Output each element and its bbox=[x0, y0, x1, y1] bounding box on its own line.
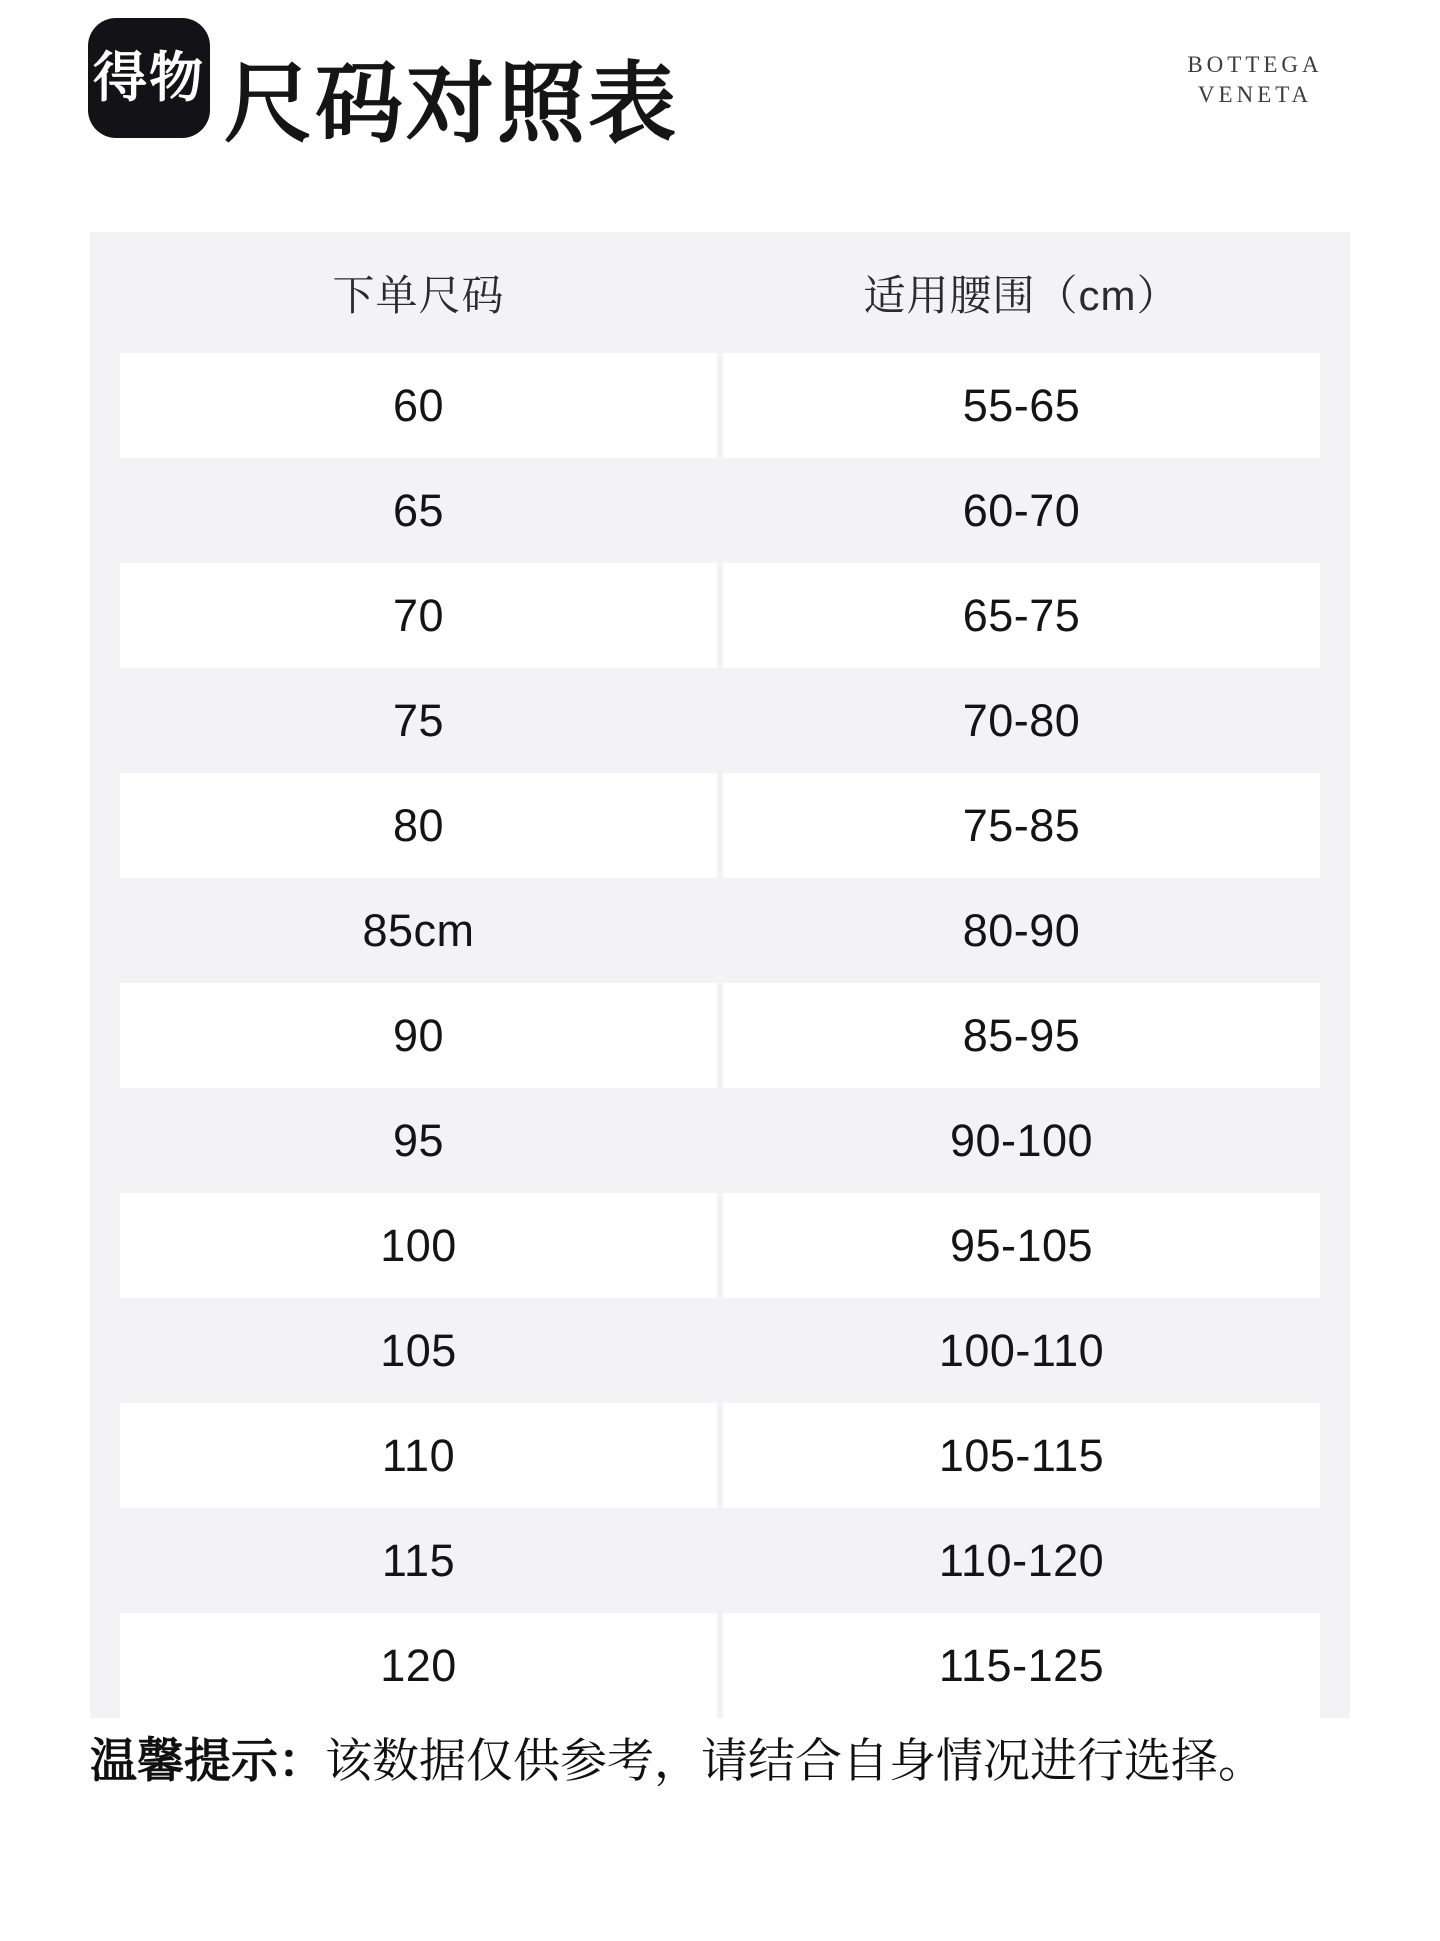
size-cell: 75 bbox=[392, 694, 445, 746]
column-header-order-size: 下单尺码 bbox=[332, 271, 505, 319]
column-header-waist: 适用腰围（cm） bbox=[863, 271, 1180, 319]
dewu-logo-text: 得物 bbox=[93, 48, 205, 108]
brand-line-1: BOTTEGA bbox=[1187, 52, 1323, 77]
size-chart-header-row bbox=[90, 232, 1350, 353]
table-row bbox=[120, 1088, 1320, 1193]
waist-cell: 110-120 bbox=[938, 1534, 1105, 1586]
size-cell: 105 bbox=[380, 1324, 457, 1376]
size-cell: 90 bbox=[120, 983, 717, 1088]
table-row bbox=[120, 1193, 1320, 1298]
size-cell: 85cm bbox=[362, 904, 475, 956]
size-cell: 120 bbox=[120, 1613, 717, 1718]
waist-cell: 85-95 bbox=[723, 983, 1320, 1088]
table-row bbox=[120, 563, 1320, 668]
tip-label: 温馨提示： bbox=[90, 1734, 325, 1787]
waist-cell: 105-115 bbox=[723, 1403, 1320, 1508]
table-row bbox=[120, 353, 1320, 458]
tip-text bbox=[90, 1733, 1380, 1789]
waist-cell: 70-80 bbox=[962, 694, 1081, 746]
dewu-logo bbox=[88, 18, 210, 138]
waist-cell: 55-65 bbox=[723, 353, 1320, 458]
size-cell: 80 bbox=[120, 773, 717, 878]
table-row bbox=[120, 1403, 1320, 1508]
page-title: 尺码对照表 bbox=[224, 54, 680, 153]
waist-cell: 75-85 bbox=[723, 773, 1320, 878]
table-row bbox=[120, 878, 1320, 983]
waist-cell: 60-70 bbox=[962, 484, 1081, 536]
size-cell: 65 bbox=[392, 484, 445, 536]
waist-cell: 65-75 bbox=[723, 563, 1320, 668]
size-chart-rows bbox=[90, 353, 1350, 1718]
brand-line-2: VENETA bbox=[1197, 82, 1313, 107]
size-cell: 110 bbox=[120, 1403, 717, 1508]
table-row bbox=[120, 983, 1320, 1088]
waist-cell: 90-100 bbox=[949, 1114, 1094, 1166]
waist-cell: 95-105 bbox=[723, 1193, 1320, 1298]
table-row bbox=[120, 668, 1320, 773]
waist-cell: 100-110 bbox=[938, 1324, 1105, 1376]
waist-cell: 115-125 bbox=[723, 1613, 1320, 1718]
table-row bbox=[120, 1508, 1320, 1613]
waist-cell: 80-90 bbox=[962, 904, 1081, 956]
size-cell: 60 bbox=[120, 353, 717, 458]
table-row bbox=[120, 1613, 1320, 1718]
table-row bbox=[120, 458, 1320, 563]
table-row bbox=[120, 1298, 1320, 1403]
size-cell: 115 bbox=[381, 1534, 456, 1586]
bottega-veneta-logo bbox=[1150, 50, 1360, 110]
tip-body: 该数据仅供参考，请结合自身情况进行选择。 bbox=[325, 1734, 1265, 1787]
size-chart-panel bbox=[90, 232, 1350, 1718]
size-cell: 100 bbox=[120, 1193, 717, 1298]
size-cell: 70 bbox=[120, 563, 717, 668]
size-cell: 95 bbox=[392, 1114, 445, 1166]
table-row bbox=[120, 773, 1320, 878]
